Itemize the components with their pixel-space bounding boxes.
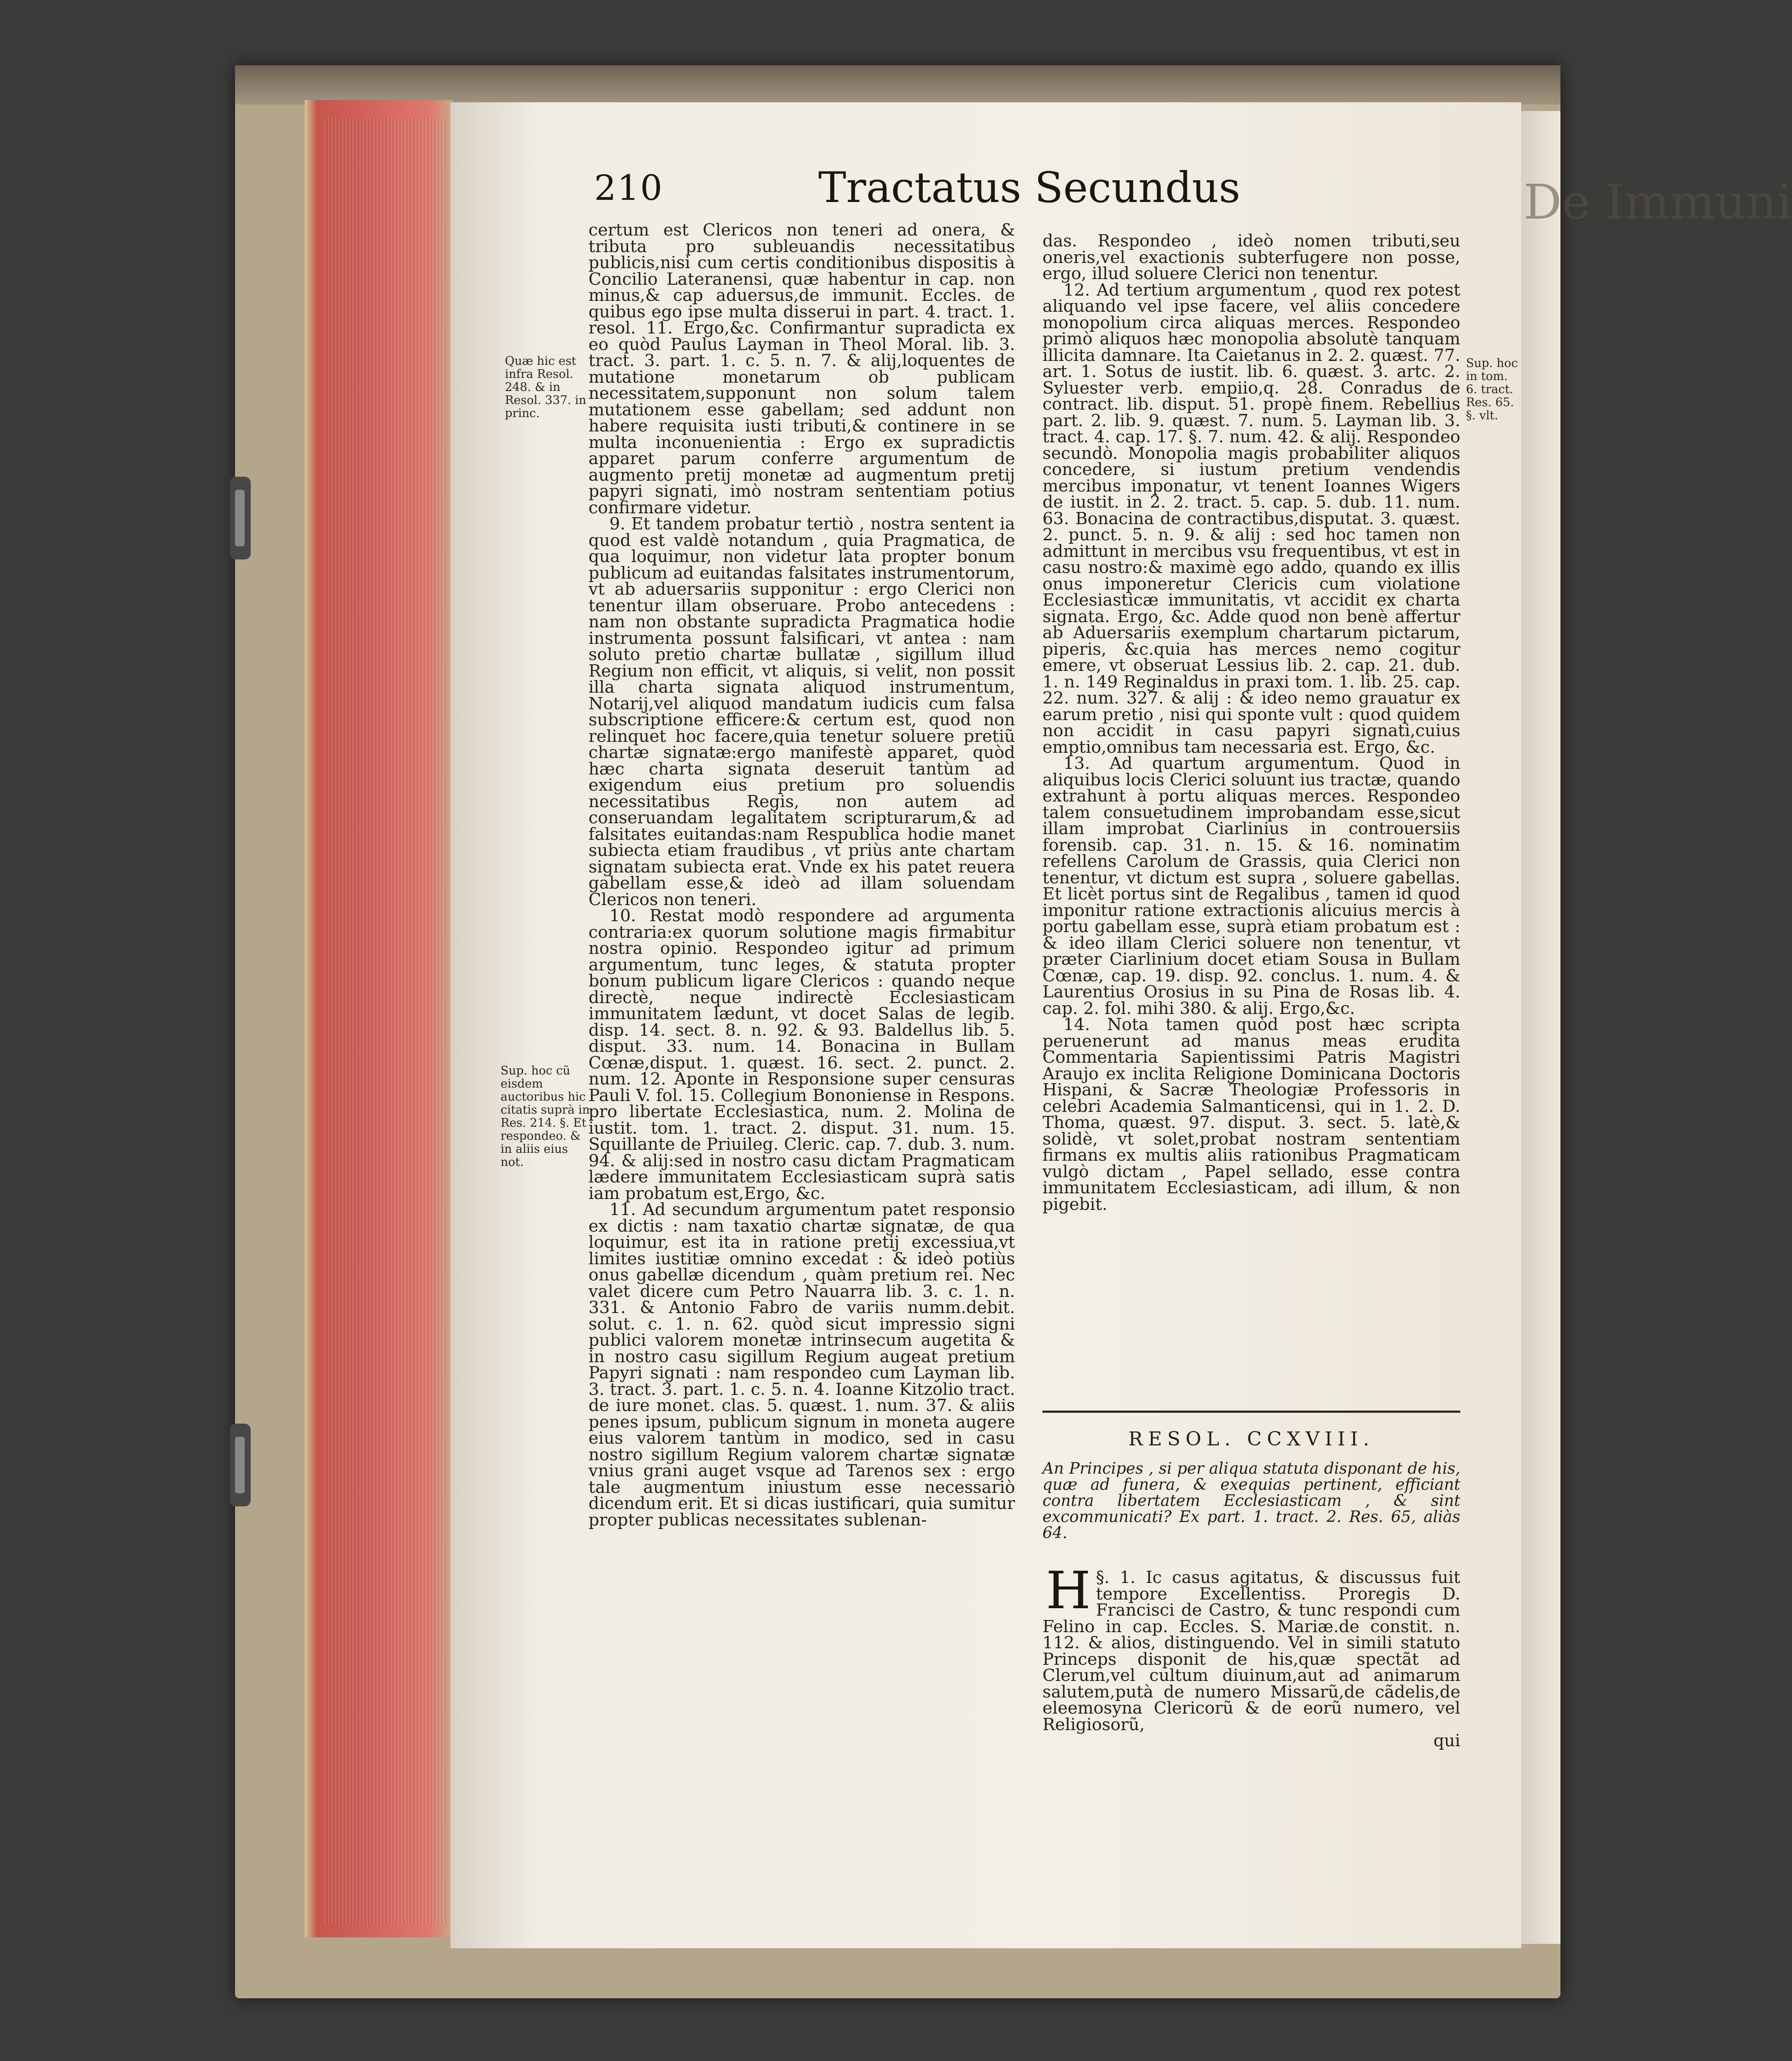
- paragraph-10: 10. Restat modò respondere ad argumenta contraria:ex quorum solutione magis firmabitur nostra opinio. Respondeo igitur ad primum argumentum, tunc leges, & statuta propter bonum publicum ligare Clericos : quando neque directè, neque indirectè Ecclesiasticam immunitatem lædunt, vt docet Salas de legib. disp. 14. sect. 8. n. 92. & 93. Baldellus lib. 5. disput. 33. num. 14. Bonacina in Bullam Cœnæ,disput. 1. quæst. 16. sect. 2. punct. 2. num. 12. Aponte in Responsione super censuras Pauli V. fol. 15. Collegium Bononiense in Respons. pro libertate Ecclesiastica, num. 2. Molina de iustit. tom. 1. tract. 2. disput. 31. num. 15. Squillante de Priuileg. Cleric. cap. 7. dub. 3. num. 94. & alij:sed in nostro casu dictam Pragmaticam lædere immunitatem Ecclesiasticam suprà satis iam probatum est,Ergo, &c.: [588, 906, 1015, 1203]
- resolution-body-text: Ic casus agitatus, & discussus fuit tempore Excellentiss. Proregis D. Francisci de Castro, & tunc respondi cum Felino in cap. Eccles. S. Mariæ.de constit. n. 112. & alios, distinguendo. Vel in simili statuto Princeps disponit de his,quæ spectãt ad Clerum,vel cultum diuinum,aut ad animarum salutem,putà de numero Missarũ,de cãdelis,de eleemosyna Clericorũ & de eorũ numero, vel Religiosorũ,: [1042, 1568, 1460, 1734]
- resolution-question: An Principes , si per aliqua statuta disponant de his, quæ ad funera, & exequias pertinent, efficiant contra libertatem Ecclesiasticam , & sint excommunicati? Ex part. 1. tract. 2. Res. 65, aliàs 64.: [1042, 1460, 1460, 1542]
- clamp-clip-bottom: [230, 1424, 251, 1506]
- section-divider-rule: [1042, 1411, 1460, 1413]
- catchword: qui: [1433, 1731, 1460, 1751]
- margin-note-2: Sup. hoc cũ eisdem auctoribus hic citatis suprà in Res. 214. §. Et respondeo. & in aliis eius not.: [501, 1064, 590, 1169]
- paragraph-12: 12. Ad tertium argumentum , quod rex potest aliquando vel ipse facere, vel aliis concedere monopolium circa aliquas merces. Respondeo primò aliquos hæc monopolia absolutè tanquam illicita damnare. Ita Caietanus in 2. 2. quæst. 77. art. 1. Sotus de iustit. lib. 6. quæst. 3. artc. 2. Syluester verb. empiio,q. 28. Conradus de contract. lib. disput. 51. propè finem. Rebellius part. 2. lib. 9. quæst. 7. num. 5. Layman lib. 3. tract. 4. cap. 17. §. 7. num. 42. & alij. Respondeo secundò. Monopolia magis probabiliter aliquos concedere, si iustum pretium vendendis mercibus imponatur, vt tenent Ioannes Wigers de iustit. in 2. 2. tract. 5. cap. 5. dub. 11. num. 63. Bonacina de contractibus,disputat. 3. quæst. 2. punct. 5. n. 9. & alij : sed hoc tamen non admittunt in mercibus vsu frequentibus, vt est in casu nostro:& maximè ego addo, quando ex illis onus imponeretur Clericis cum violatione Ecclesiasticæ immunitatis, vt accidit ex charta signata. Ergo, &c. Adde quod non benè affertur ab Aduersariis exemplum chartarum pictarum, piperis, &c.quia has merces nemo cogitur emere, vt obseruat Lessius lib. 2. cap. 21. dub. 1. n. 149 Reginaldus in praxi tom. 1. lib. 25. cap. 22. num. 327. & alij : & ideo nemo grauatur ex earum pretio , nisi qui sponte vult : quod quidem non accidit in casu papyri signati,cuius emptio,omnibus tam necessaria est. Ergo, &c.: [1042, 280, 1460, 757]
- paragraph-11: 11. Ad secundum argumentum patet responsio ex dictis : nam taxatio chartæ signatæ, de qua loquimur, est ita in ratione pretij excessiua,vt limites iustitiæ omnino excedat : & ideò potiùs onus gabellæ dicendum , quàm pretium rei. Nec valet dicere cum Petro Nauarra lib. 3. c. 1. n. 331. & Antonio Fabro de variis numm.debit. solut. c. 1. n. 62. quòd sicut impressio signi publici valorem monetæ intrinsecum augetita & in nostro casu sigillum Regium augeat pretium Papyri signati : nam respondeo cum Layman lib. 3. tract. 3. part. 1. c. 5. n. 4. Ioanne Kitzolio tract. de iure monet. clas. 5. quæst. 1. num. 37. & aliis penes ipsum, publicum signum in moneta augere eius valorem tantùm in modico, sed in casu nostro sigillum Regium valorem chartæ signatæ vnius grani auget vsque ad Tarenos sex : ergo tale augmentum iniustum esse necessariò dicendum erit. Et si dicas iustificari, quia sumitur propter publicas necessitates sublenan-: [588, 1200, 1015, 1530]
- facing-page-title: De Immuni: [1523, 174, 1792, 230]
- right-column: [1042, 233, 1460, 1212]
- resolution-heading: RESOL. CCXVIII.: [1128, 1428, 1375, 1450]
- margin-note-3: Sup. hoc in tom. 6. tract. Res. 65. §. vlt.: [1466, 357, 1518, 422]
- left-column: [588, 222, 1015, 1528]
- paragraph-9: 9. Et tandem probatur tertiò , nostra sentent ia quod est valdè notandum , quia Pragmatica, de qua loquimur, non videtur lata propter bonum publicum ad euitandas falsitates instrumentorum, vt ab aduersariis supponitur : ergo Clerici non tenentur illam obseruare. Probo antecedens : nam non obstante supradicta Pragmatica hodie instrumenta possunt falsificari, vt antea : nam soluto pretio chartæ bullatæ , sigillum illud Regium non efficit, vt aliquis, si velit, non possit illa charta signata aliquod instrumentum, Notarij,vel aliquod mandatum iudicis cum falsa subscriptione efficere:& certum est, quod non relinquet hoc facere,quia tenetur soluere pretiũ chartæ signatæ:ergo manifestè apparet, quòd hæc charta signata deseruit tantùm ad exigendum eius pretium pro soluendis necessitatibus Regis, non autem ad conseruandam legalitatem scripturarum,& ad falsitates euitandas:nam Respublica hodie manet subiecta etiam fraudibus , vt priùs ante chartam signatam subiecta erat. Vnde ex his patet reuera gabellam esse,& ideò ad illam soluendam Clericos non teneri.: [588, 514, 1015, 909]
- section-label: §. 1.: [1096, 1568, 1136, 1587]
- running-title: Tractatus Secundus: [818, 163, 1241, 212]
- paragraph-continuation: certum est Clericos non teneri ad onera, & tributa pro subleuandis necessitatibus publicis,nisi cum certis conditionibus dispositis à Concilio Lateranensi, quæ habentur in cap. non minus,& cap aduersus,de immunit. Eccles. de quibus ego ipse multa disserui in part. 4. tract. 1. resol. 11. Ergo,&c. Confirmantur supradicta ex eo quòd Paulus Layman in Theol Moral. lib. 3. tract. 3. part. 1. c. 5. n. 7. & alij,loquentes de mutatione monetarum ob publicam necessitatem,supponunt non solum talem mutationem esse gabellam; sed addunt non habere requisita iusti tributi,& continere in se multa inconuenientia : Ergo ex supradictis apparet parum conferre argumentum de augmento pretij monetæ ad augmentum pretij papyri signati, imò nostram sententiam potius confirmare videtur.: [588, 220, 1015, 518]
- paragraph-continuation-right: das. Respondeo , ideò nomen tributi,seu oneris,vel exactionis subterfugere non posse, ergo, illud soluere Clerici non tenentur.: [1042, 231, 1460, 283]
- page-number: 210: [594, 168, 663, 208]
- clamp-clip-top: [230, 477, 251, 559]
- drop-cap: H: [1046, 1560, 1091, 1620]
- paragraph-13: 13. Ad quartum argumentum. Quod in aliquibus locis Clerici soluunt ius tractæ, quando extrahunt à portu aliquas merces. Respondeo talem consuetudinem improbandam esse,sicut illam improbat Ciarlinius in controuersiis forensib. cap. 31. n. 15. & 16. nominatim refellens Carolum de Grassis, quia Clerici non tenentur, vt dictum est supra , soluere gabellas. Et licèt portus sint de Regalibus , tamen id quod imponitur ratione extractionis alicuius mercis à portu gabellam esse, suprà etiam probatum est : & ideo illam Clerici soluere non tenentur, vt præter Ciarlinium docet etiam Sousa in Bullam Cœnæ, cap. 19. disp. 92. conclus. 1. num. 4. & Laurentius Orosius in su Pina de Rosas lib. 4. cap. 2. fol. mihi 380. & alij. Ergo,&c.: [1042, 754, 1460, 1018]
- margin-note-1: Quæ hic est infra Resol. 248. & in Resol. 337. in princ.: [505, 354, 586, 420]
- resolution-body: [1042, 1560, 1460, 1751]
- page-edge-texture: [324, 118, 446, 1924]
- paragraph-14: 14. Nota tamen quòd post hæc scripta peruenerunt ad manus meas erudita Commentaria Sapientissimi Patris Magistri Araujo ex inclita Religione Dominicana Doctoris Hispani, & Sacræ Theologiæ Professoris in celebri Academia Salmanticensi, qui in 1. 2. D. Thoma, quæst. 97. disput. 3. sect. 5. latè,& solidè, vt solet,probat nostram sententiam firmans ex multis aliis rationibus Pragmaticam vulgò dictam , Papel sellado, esse contra immunitatem Ecclesiasticam, adi illum, & non pigebit.: [1042, 1015, 1460, 1214]
- book-top-edge: [235, 65, 1560, 104]
